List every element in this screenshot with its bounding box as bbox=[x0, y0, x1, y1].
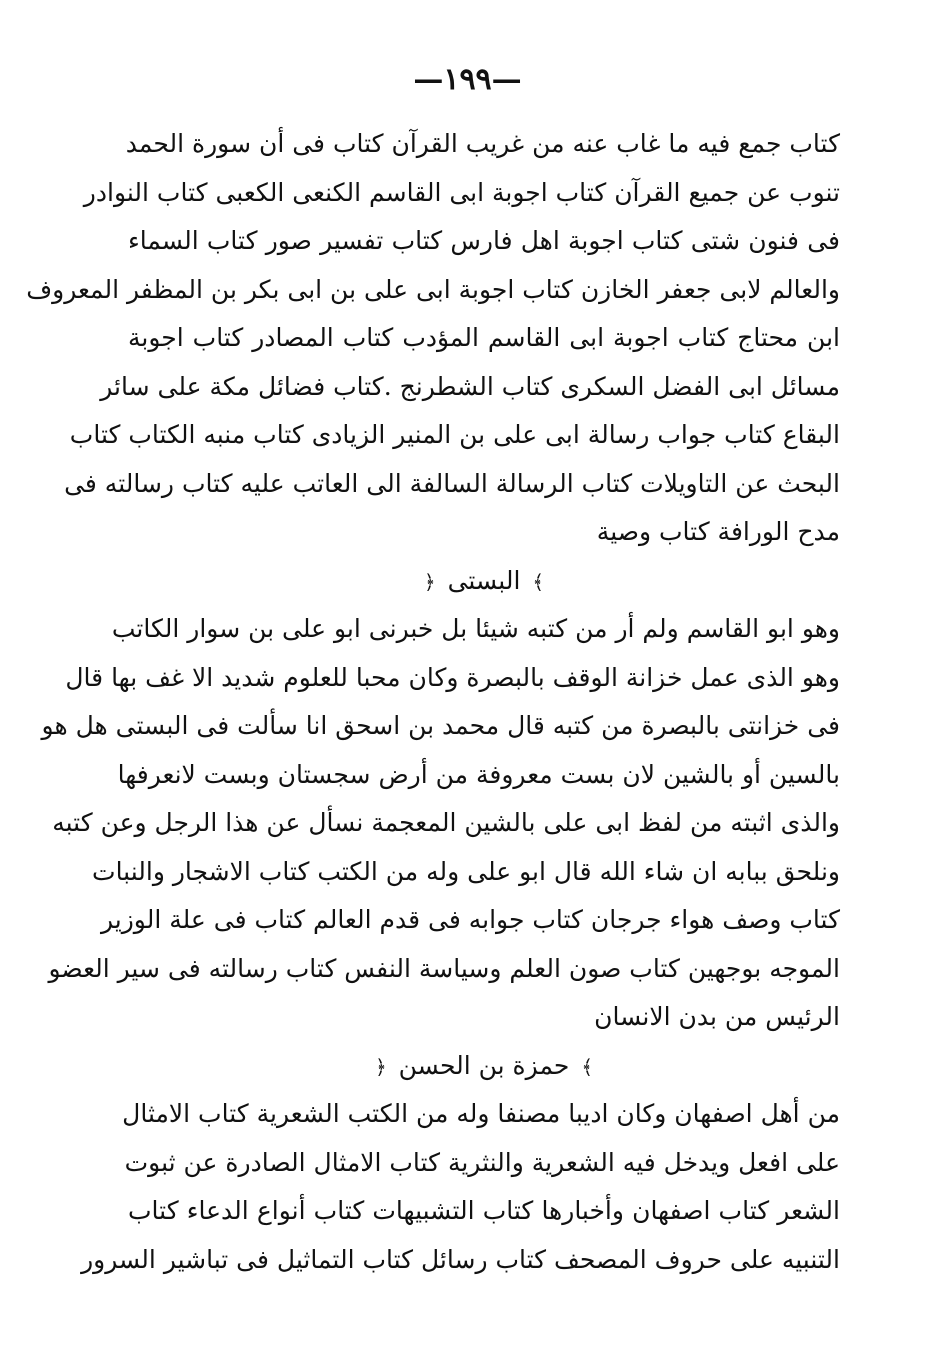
text-line: على افعل ويدخل فيه الشعرية والنثرية كتاب الامثال الصادرة عن ثبوت bbox=[124, 1147, 840, 1177]
ornament-icon: ﴾ bbox=[581, 1054, 594, 1079]
page-body bbox=[26, 120, 840, 1284]
section-heading bbox=[128, 1042, 840, 1091]
text-line: وهو ابو القاسم ولم أر من كتبه شيئا بل خبرنى ابو على بن سوار الكاتب bbox=[111, 614, 840, 643]
text-line: فى فنون شتى كتاب اجوبة اهل فارس كتاب تفسير صور كتاب السماء bbox=[128, 226, 840, 255]
text-line: بالسين أو بالشين لان بست معروفة من أرض سجستان وبست لانعرفها bbox=[117, 759, 840, 789]
text-line: الشعر كتاب اصفهان وأخبارها كتاب التشبيهات كتاب أنواع الدعاء كتاب bbox=[128, 1196, 840, 1225]
text-block bbox=[26, 120, 840, 557]
text-line: البحث عن التاويلات كتاب الرسالة السالفة الى العاتب عليه كتاب رسالته فى bbox=[64, 468, 840, 498]
section-heading bbox=[128, 557, 840, 606]
text-line: كتاب جمع فيه ما غاب عنه من غريب القرآن كتاب فى أن سورة الحمد bbox=[125, 129, 840, 158]
ornament-icon: ﴾ bbox=[532, 569, 545, 594]
text-line: ونلحق ببابه ان شاء الله قال ابو على وله من الكتب كتاب الاشجار والنبات bbox=[92, 856, 840, 886]
text-line: مسائل ابى الفضل السكرى كتاب الشطرنج .كتاب فضائل مكة على سائر bbox=[100, 371, 840, 401]
page-number: —١٩٩— bbox=[413, 62, 522, 97]
text-line: مدح الورافة كتاب وصية bbox=[596, 517, 840, 546]
section-heading-text: حمزة بن الحسن bbox=[398, 1050, 570, 1080]
text-line: الموجه بوجهين كتاب صون العلم وسياسة النفس كتاب رسالته فى سير العضو bbox=[48, 953, 840, 983]
text-line: من أهل اصفهان وكان اديبا مصنفا وله من الكتب الشعرية كتاب الامثال bbox=[122, 1099, 840, 1128]
ornament-icon: ﴿ bbox=[423, 569, 436, 594]
text-line: التنبيه على حروف المصحف كتاب رسائل كتاب التماثيل فى تباشير السرور bbox=[81, 1244, 840, 1274]
text-line: والذى اثبته من لفظ ابى على بالشين المعجمة نسأل عن هذا الرجل وعن كتبه bbox=[52, 808, 840, 837]
text-line: الرئيس من بدن الانسان bbox=[594, 1002, 840, 1031]
text-line: والعالم لابى جعفر الخازن كتاب اجوبة ابى على بن ابى بكر بن المظفر المعروف bbox=[26, 274, 840, 304]
section-heading-text: البستى bbox=[447, 565, 521, 595]
text-line: تنوب عن جميع القرآن كتاب اجوبة ابى القاسم الكنعى الكعبى كتاب النوادر bbox=[83, 177, 840, 207]
text-block bbox=[81, 1090, 840, 1284]
text-line: وهو الذى عمل خزانة الوقف بالبصرة وكان محبا للعلوم شديد الا غف بها قال bbox=[65, 662, 840, 692]
text-block bbox=[41, 605, 840, 1042]
text-line: البقاع كتاب جواب رسالة ابى على بن المنير الزيادى كتاب منبه الكتاب كتاب bbox=[69, 420, 840, 449]
ornament-icon: ﴿ bbox=[374, 1054, 387, 1079]
text-line: فى خزانتى بالبصرة من كتبه قال محمد بن اسحق انا سألت فى البستى هل هو bbox=[41, 711, 840, 740]
text-line: ابن محتاج كتاب اجوبة ابى القاسم المؤدب كتاب المصادر كتاب اجوبة bbox=[128, 323, 840, 352]
text-line: كتاب وصف هواء جرجان كتاب جوابه فى قدم العالم كتاب فى علة الوزير bbox=[100, 905, 840, 934]
